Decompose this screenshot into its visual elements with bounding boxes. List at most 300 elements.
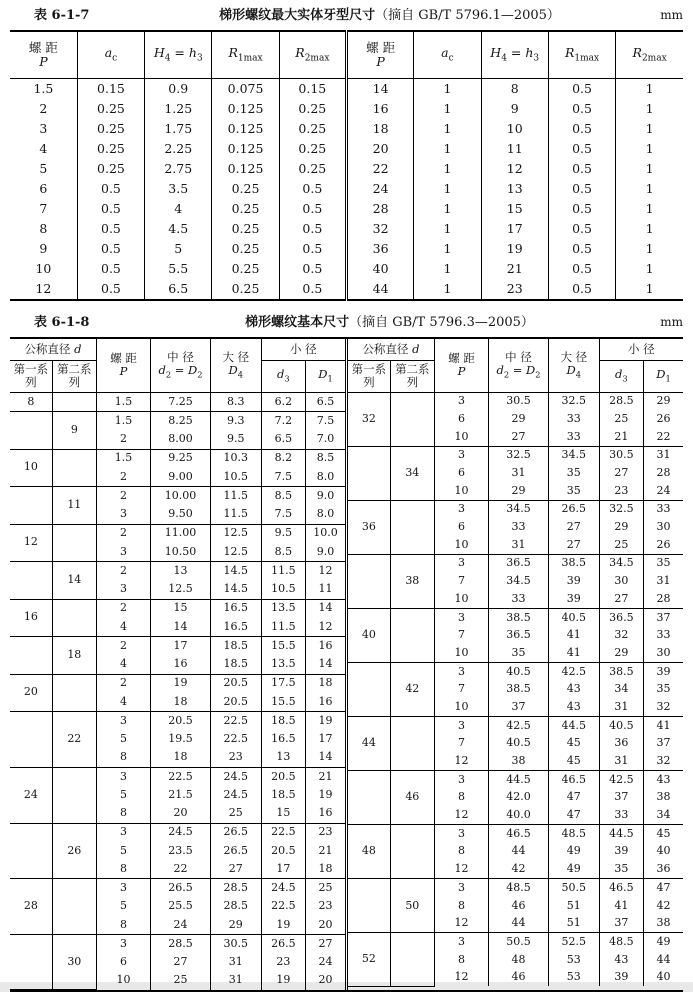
t2-cell: 39 [548, 590, 599, 608]
t2-row [10, 823, 345, 842]
t2-cell: 10 [434, 482, 488, 500]
t2-cell: 13 [261, 749, 305, 768]
t2-cell: 24 [151, 916, 211, 935]
t2-cell: 50.5 [489, 933, 549, 951]
t2-cell: 15 [261, 804, 305, 823]
t2-diameter-cell: 12 [10, 524, 52, 562]
t1-cell: 1 [645, 240, 654, 256]
t1-cell: 0.25 [212, 219, 279, 239]
t2-cell: 10.00 [151, 487, 211, 506]
t2-cell: 27 [489, 428, 549, 446]
t2-diameter-cell: 36 [348, 500, 390, 554]
t1-header [10, 31, 683, 79]
t2-column-header: 第二系列 [52, 360, 96, 392]
t2-right-table [348, 339, 683, 987]
t2-header-row [10, 339, 345, 361]
t2-cell: 8.5 [261, 543, 305, 562]
t2-cell: 9.25 [151, 449, 211, 468]
t1-cell: 3.5 [145, 179, 212, 199]
t2-cell: 3 [96, 505, 150, 524]
t2-cell: 8.5 [316, 451, 335, 465]
t2-cell: 26.5 [210, 842, 261, 860]
t2-cell: 3 [434, 446, 488, 464]
t2-cell: 6.5 [261, 430, 305, 449]
t1-column-header: $H_4 = h_3$ [481, 31, 548, 79]
t1-cell: 0.5 [279, 179, 346, 199]
t2-diameter-cell: 9 [52, 412, 96, 450]
t2-column-header: 公称直径 d [348, 339, 434, 361]
t2-cell: 42 [656, 898, 671, 912]
t2-cell: 6.5 [305, 392, 345, 411]
t2-cell: 8.3 [210, 392, 261, 411]
t2-diameter-cell [390, 825, 434, 879]
t2-row [348, 771, 683, 789]
t2-body [348, 392, 683, 986]
t2-row [348, 500, 683, 518]
t2-cell: 39 [548, 573, 599, 591]
t2-cell: 12 [318, 563, 333, 577]
t2-cell: 25 [599, 410, 643, 428]
t1-cell: 0.15 [279, 78, 346, 99]
t2-cell: 7.5 [316, 413, 335, 427]
t2-cell: 51 [548, 897, 599, 915]
t2-cell: 40 [656, 970, 671, 984]
table2-title [140, 315, 639, 332]
t2-cell: 45 [656, 826, 671, 840]
t2-cell: 51 [548, 915, 599, 933]
t2-header-row [348, 339, 683, 361]
t2-cell: 46.5 [489, 825, 549, 843]
t2-cell: 43 [548, 698, 599, 716]
t2-row [348, 554, 683, 572]
t2-cell: 28.5 [210, 879, 261, 898]
t2-cell: 34.5 [489, 573, 549, 591]
t2-cell: 4 [96, 693, 150, 712]
t2-cell: 26.5 [548, 500, 599, 518]
t2-body [10, 392, 345, 990]
table1-title-text: 梯形螺纹最大实体牙型尺寸 [219, 8, 376, 23]
t2-cell: 38.5 [599, 663, 643, 681]
t2-cell: 29 [489, 482, 549, 500]
t1-cell: 0.5 [548, 99, 615, 119]
t1-cell: 1 [414, 179, 481, 199]
t2-cell: 3 [434, 825, 488, 843]
t2-cell: 29 [656, 394, 671, 408]
t2-cell: 20.5 [151, 712, 211, 731]
t2-cell: 10.0 [313, 526, 338, 540]
t2-cell: 17 [318, 732, 333, 746]
t1-cell: 0.5 [548, 219, 615, 239]
t1-row [10, 259, 683, 279]
t2-diameter-cell [52, 599, 96, 637]
t2-cell: 8 [434, 843, 488, 861]
t2-cell: 30.5 [599, 446, 643, 464]
t1-cell: 2.25 [145, 139, 212, 159]
t1-cell: 0.25 [212, 179, 279, 199]
t2-cell: 9.3 [210, 412, 261, 431]
t2-cell: 8 [96, 749, 150, 768]
t2-right-half [348, 339, 683, 991]
t2-cell: 9.0 [316, 488, 335, 502]
t2-diameter-cell: 16 [10, 599, 52, 637]
table2-unit: mm [660, 314, 683, 329]
t2-cell: 10.5 [210, 468, 261, 487]
t2-cell: 47 [656, 880, 671, 894]
t1-row [10, 179, 683, 199]
t2-cell: 42.5 [599, 771, 643, 789]
t2-row [10, 935, 345, 954]
t2-cell: 31 [489, 536, 549, 554]
t2-cell: 48.5 [489, 879, 549, 897]
t1-cell: 1.5 [10, 78, 77, 99]
t2-diameter-cell [10, 562, 52, 600]
t2-cell: 30 [643, 644, 683, 662]
t1-cell: 16 [346, 99, 413, 119]
t2-cell: 38.5 [489, 609, 549, 627]
t2-cell: 3 [434, 717, 488, 735]
t1-cell: 1 [645, 280, 654, 296]
t2-diameter-cell [390, 609, 434, 663]
t2-cell: 32.5 [489, 446, 549, 464]
t2-diameter-cell: 34 [390, 446, 434, 500]
t1-cell: 1 [645, 160, 654, 176]
t2-cell: 22.5 [210, 712, 261, 731]
t2-cell: 12 [434, 861, 488, 879]
t2-cell: 9.5 [261, 524, 305, 543]
t2-cell: 49 [656, 934, 671, 948]
t1-cell: 0.25 [77, 99, 144, 119]
t2-row [348, 933, 683, 951]
t1-cell: 0.5 [548, 119, 615, 139]
t2-diameter-cell: 20 [10, 674, 52, 712]
t2-cell: 20 [151, 804, 211, 823]
t2-cell: 19 [151, 674, 211, 693]
t2-row [348, 663, 683, 681]
t2-cell: 20.5 [210, 674, 261, 693]
t2-row [10, 674, 345, 693]
t2-cell: 29 [599, 519, 643, 537]
t2-diameter-cell: 52 [348, 933, 390, 987]
t1-cell: 0.5 [548, 279, 615, 300]
t2-cell: 50.5 [548, 879, 599, 897]
t2-cell: 39 [599, 969, 643, 987]
t2-cell: 47 [548, 789, 599, 807]
t1-cell: 1 [414, 78, 481, 99]
t1-cell: 4.5 [145, 219, 212, 239]
t2-column-header: 第一系列 [348, 360, 390, 392]
t2-cell: 30 [599, 573, 643, 591]
t1-cell: 0.5 [77, 219, 144, 239]
t2-cell: 38 [489, 753, 549, 771]
t2-cell: 35 [656, 556, 671, 570]
t1-cell: 21 [481, 259, 548, 279]
t2-cell: 18.5 [210, 637, 261, 656]
t2-cell: 2 [96, 599, 150, 618]
t2-diameter-cell [10, 712, 52, 768]
t2-cell: 33 [548, 428, 599, 446]
t2-cell: 16.5 [261, 730, 305, 748]
t2-cell: 5 [96, 842, 150, 860]
t2-diameter-cell [390, 500, 434, 554]
t2-column-header: 第一系列 [10, 360, 52, 392]
t1-cell: 0.5 [77, 199, 144, 219]
t2-diameter-cell [52, 674, 96, 712]
t2-column-header: $D_1$ [643, 360, 683, 392]
t2-diameter-cell [348, 554, 390, 608]
t2-diameter-cell: 32 [348, 392, 390, 446]
t1-cell: 12 [481, 159, 548, 179]
t1-cell: 0.5 [279, 259, 346, 279]
t2-column-header: 中 径 $d_2 = D_2$ [151, 339, 211, 393]
t2-cell: 37 [599, 915, 643, 933]
t1-column-header: $R_{1max}$ [548, 31, 615, 79]
t1-cell: 1 [414, 239, 481, 259]
t2-cell: 12 [434, 915, 488, 933]
t2-cell: 8 [434, 951, 488, 969]
t1-cell: 19 [481, 239, 548, 259]
t2-cell: 29 [210, 916, 261, 935]
t1-cell: 3 [10, 119, 77, 139]
t2-cell: 33 [599, 807, 643, 825]
t2-cell: 7 [434, 573, 488, 591]
t1-cell: 9 [481, 99, 548, 119]
t2-diameter-cell [10, 637, 52, 675]
t2-cell: 15.5 [261, 637, 305, 656]
t2-cell: 11 [305, 580, 345, 599]
t2-cell: 24.5 [261, 879, 305, 898]
t1-cell: 5 [10, 159, 77, 179]
t2-row [10, 767, 345, 786]
t2-left-half [10, 339, 348, 991]
t1-cell: 40 [346, 259, 413, 279]
t2-cell: 14 [305, 655, 345, 674]
t2-diameter-cell [10, 487, 52, 525]
t2-cell: 29 [599, 644, 643, 662]
t2-cell: 49 [548, 861, 599, 879]
t1-cell: 1 [414, 99, 481, 119]
t2-cell: 14 [318, 601, 333, 615]
t2-cell: 39 [599, 843, 643, 861]
t1-cell: 1 [414, 259, 481, 279]
t2-diameter-cell: 10 [10, 449, 52, 487]
t2-cell: 47 [548, 807, 599, 825]
t2-cell: 9.00 [151, 468, 211, 487]
t2-cell: 12.5 [151, 580, 211, 599]
t2-cell: 1.5 [96, 449, 150, 468]
t1-cell: 10 [481, 119, 548, 139]
t2-cell: 3 [96, 543, 150, 562]
t2-row [10, 524, 345, 543]
t2-cell: 10.50 [151, 543, 211, 562]
t2-cell: 35 [489, 644, 549, 662]
t1-cell: 1 [645, 120, 654, 136]
t2-cell: 30 [656, 520, 671, 534]
t1-cell: 0.125 [212, 139, 279, 159]
t2-cell: 27 [151, 953, 211, 971]
t1-column-header: $R_{2max}$ [616, 31, 683, 79]
t2-cell: 27 [210, 860, 261, 879]
t2-cell: 16 [318, 638, 333, 652]
t2-cell: 21.5 [151, 786, 211, 804]
t2-cell: 15.5 [261, 693, 305, 712]
table1-title [140, 8, 639, 25]
t2-cell: 8.0 [305, 505, 345, 524]
t2-column-header: 公称直径 d [10, 339, 96, 361]
t2-cell: 5 [96, 786, 150, 804]
t1-column-header: 螺 距 P [346, 31, 413, 79]
t2-cell: 10 [96, 972, 150, 990]
t2-cell: 38 [656, 790, 671, 804]
t2-cell: 36 [643, 861, 683, 879]
t1-row [10, 279, 683, 300]
t2-cell: 43 [548, 681, 599, 699]
t2-cell: 24 [643, 482, 683, 500]
t1-cell: 6 [10, 179, 77, 199]
t2-cell: 12 [434, 807, 488, 825]
table2-caption [10, 315, 683, 332]
t1-row [10, 119, 683, 139]
t2-diameter-cell [390, 933, 434, 987]
t2-cell: 12.5 [210, 543, 261, 562]
t2-cell: 12 [434, 969, 488, 987]
t2-row [10, 392, 345, 411]
t2-cell: 37 [489, 698, 549, 716]
t2-cell: 16.5 [210, 618, 261, 637]
t2-cell: 44.5 [489, 771, 549, 789]
t2-diameter-cell [10, 412, 52, 450]
t2-cell: 18.5 [210, 655, 261, 674]
t2-diameter-cell: 44 [348, 717, 390, 771]
t2-cell: 44.5 [599, 825, 643, 843]
t2-cell: 19 [261, 916, 305, 935]
t2-row [10, 487, 345, 506]
t2-cell: 4 [96, 618, 150, 637]
t2-cell: 24 [318, 955, 333, 969]
t2-cell: 31 [599, 698, 643, 716]
t1-cell: 15 [481, 199, 548, 219]
t2-cell: 23.5 [151, 842, 211, 860]
t2-diameter-cell [390, 392, 434, 446]
t2-cell: 2 [96, 674, 150, 693]
t1-cell: 13 [481, 179, 548, 199]
t2-column-header: 大 径 $D_4$ [210, 339, 261, 393]
t2-cell: 13.5 [261, 599, 305, 618]
t1-cell: 20 [346, 139, 413, 159]
t2-cell: 44 [489, 843, 549, 861]
t2-cell: 23 [210, 749, 261, 768]
t2-cell: 3 [96, 767, 150, 786]
t1-column-header: $a_c$ [77, 31, 144, 79]
t1-cell: 1 [414, 219, 481, 239]
t2-cell: 8 [96, 804, 150, 823]
t2-cell: 24.5 [151, 823, 211, 842]
t2-diameter-cell [348, 663, 390, 717]
t1-row [10, 78, 683, 99]
t2-cell: 36.5 [489, 554, 549, 572]
t2-cell: 6 [434, 465, 488, 483]
t2-header [348, 339, 683, 393]
t2-cell: 31 [489, 465, 549, 483]
t2-diameter-cell [348, 446, 390, 500]
t2-cell: 41 [656, 718, 671, 732]
t1-cell: 0.25 [212, 239, 279, 259]
t1-cell: 0.125 [212, 119, 279, 139]
t2-cell: 38.5 [489, 681, 549, 699]
t2-cell: 7.0 [305, 430, 345, 449]
t2-cell: 2 [96, 524, 150, 543]
t2-cell: 44 [656, 952, 671, 966]
t2-cell: 41 [548, 644, 599, 662]
t1-cell: 8 [10, 219, 77, 239]
t2-cell: 39 [656, 664, 671, 678]
t2-diameter-cell [52, 767, 96, 823]
t2-row [348, 717, 683, 735]
t2-cell: 3 [434, 554, 488, 572]
t2-cell: 35 [656, 682, 671, 696]
t1-cell: 22 [346, 159, 413, 179]
t2-cell: 12 [434, 753, 488, 771]
t2-cell: 1.5 [96, 392, 150, 411]
t1-cell: 23 [481, 279, 548, 300]
t1-cell: 6.5 [145, 279, 212, 300]
t1-cell: 4 [10, 139, 77, 159]
t2-row [348, 392, 683, 410]
t2-cell: 10.3 [210, 449, 261, 468]
table2-source: （摘自 GB/T 5796.3—2005） [349, 314, 534, 330]
t2-cell: 29 [489, 410, 549, 428]
t2-cell: 8.0 [305, 468, 345, 487]
t1-cell: 0.5 [77, 279, 144, 300]
t2-cell: 53 [548, 951, 599, 969]
t2-cell: 27 [318, 936, 333, 950]
t1-body [10, 78, 683, 300]
t2-cell: 23 [318, 825, 333, 839]
t2-cell: 20.5 [261, 767, 305, 786]
t2-diameter-cell: 22 [52, 712, 96, 768]
t1-cell: 1 [645, 200, 654, 216]
t2-diameter-cell: 50 [390, 879, 434, 933]
t2-column-header: 小 径 [261, 339, 345, 361]
t2-cell: 3 [434, 663, 488, 681]
t2-row [348, 825, 683, 843]
t2-cell: 37 [656, 736, 671, 750]
t2-cell: 34 [599, 681, 643, 699]
t2-row [10, 879, 345, 898]
t2-cell: 7.5 [261, 505, 305, 524]
t1-header-row [10, 31, 683, 79]
t2-row [10, 449, 345, 468]
t2-cell: 2 [96, 487, 150, 506]
t2-cell: 2 [96, 562, 150, 581]
t2-cell: 19.5 [151, 730, 211, 748]
t2-column-header: 小 径 [599, 339, 683, 361]
t2-cell: 18.5 [261, 786, 305, 804]
t1-cell: 10 [10, 259, 77, 279]
t2-column-header: 螺 距 P [96, 339, 150, 393]
t2-cell: 33 [489, 590, 549, 608]
t1-cell: 0.5 [279, 279, 346, 300]
t2-cell: 33 [489, 519, 549, 537]
t2-cell: 48 [489, 951, 549, 969]
t2-diameter-cell: 11 [52, 487, 96, 525]
t2-cell: 3 [96, 823, 150, 842]
t2-cell: 8.00 [151, 430, 211, 449]
t2-cell: 38.5 [548, 554, 599, 572]
t2-cell: 34.5 [548, 446, 599, 464]
t1-cell: 1 [645, 80, 654, 96]
t1-cell: 5 [145, 239, 212, 259]
t2-cell: 26 [643, 536, 683, 554]
